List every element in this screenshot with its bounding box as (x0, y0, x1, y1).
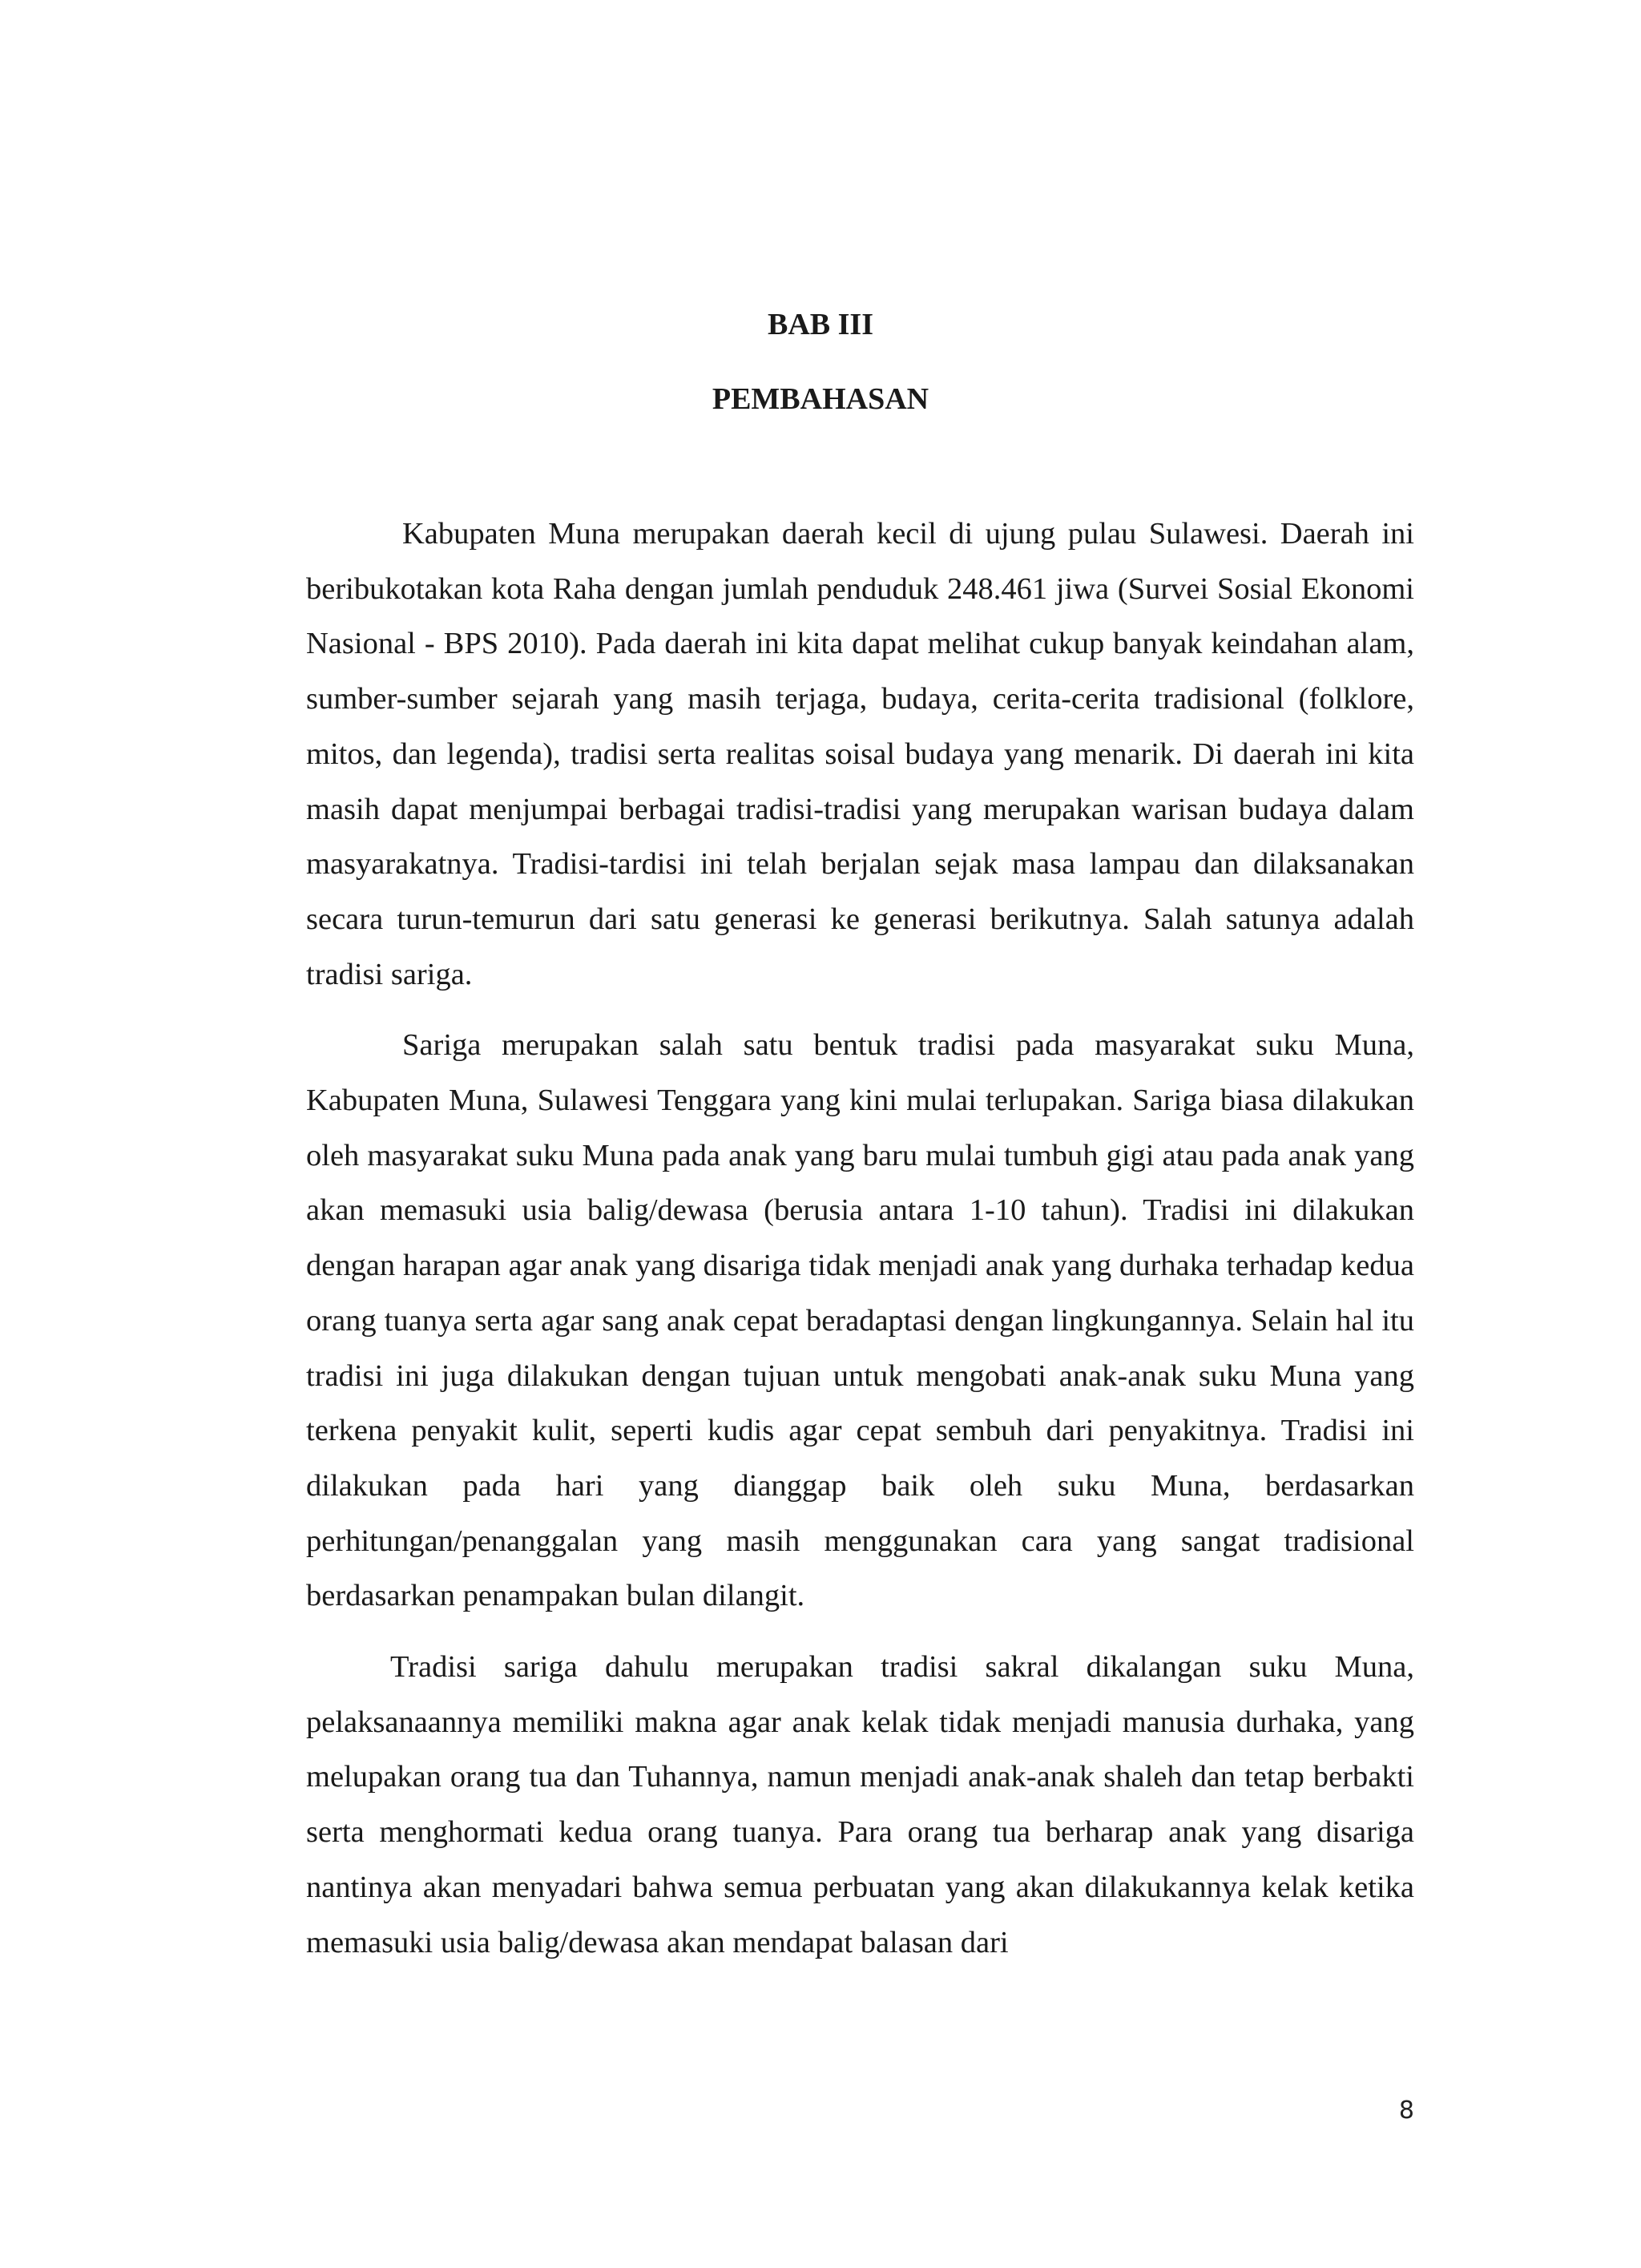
chapter-heading: BAB III (768, 308, 873, 341)
paragraph: Tradisi sariga dahulu merupakan tradisi sakral dikalangan suku Muna, pelaksanaannya memiliki makna agar anak kelak tidak menjadi manusia durhaka, yang melupakan orang tua dan Tuhannya, namun menjadi anak-anak shaleh dan tetap berbakti serta menghormati kedua orang tuanya. Para orang tua berharap anak yang disariga nantinya akan menyadari bahwa semua perbuatan yang akan dilakukannya kelak ketika memasuki usia balig/dewasa akan mendapat balasan dari (306, 1650, 1414, 1959)
paragraph: Sariga merupakan salah satu bentuk tradisi pada masyarakat suku Muna, Kabupaten Muna, Sulawesi Tenggara yang kini mulai terlupakan. Sariga biasa dilakukan oleh masyarakat suku Muna pada anak yang baru mulai tumbuh gigi atau pada anak yang akan memasuki usia balig/dewasa (berusia antara 1-10 tahun). Tradisi ini dilakukan dengan harapan agar anak yang disariga tidak menjadi anak yang durhaka terhadap kedua orang tuanya serta agar sang anak cepat beradaptasi dengan lingkungannya. Selain hal itu tradisi ini juga dilakukan dengan tujuan untuk mengobati anak-anak suku Muna yang terkena penyakit kulit, seperti kudis agar cepat sembuh dari penyakitnya. Tradisi ini dilakukan pada hari yang dianggap baik oleh suku Muna, berdasarkan perhitungan/penanggalan yang masih menggunakan cara yang sangat tradisional berdasarkan penampakan bulan dilangit. (306, 1028, 1414, 1613)
chapter-title: PEMBAHASAN (712, 382, 929, 416)
paragraph: Kabupaten Muna merupakan daerah kecil di ujung pulau Sulawesi. Daerah ini beribukotakan kota Raha dengan jumlah penduduk 248.461 jiwa (Survei Sosial Ekonomi Nasional - BPS 2010). Pada daerah ini kita dapat melihat cukup banyak keindahan alam, sumber-sumber sejarah yang masih terjaga, budaya, cerita-cerita tradisional (folklore, mitos, dan legenda), tradisi serta realitas soisal budaya yang menarik. Di daerah ini kita masih dapat menjumpai berbagai tradisi-tradisi yang merupakan warisan budaya dalam masyarakatnya. Tradisi-tardisi ini telah berjalan sejak masa lampau dan dilaksanakan secara turun-temurun dari satu generasi ke generasi berikutnya. Salah satunya adalah tradisi sariga. (306, 517, 1414, 991)
body-text (306, 506, 1414, 1986)
page-number: 8 (1398, 2096, 1414, 2125)
